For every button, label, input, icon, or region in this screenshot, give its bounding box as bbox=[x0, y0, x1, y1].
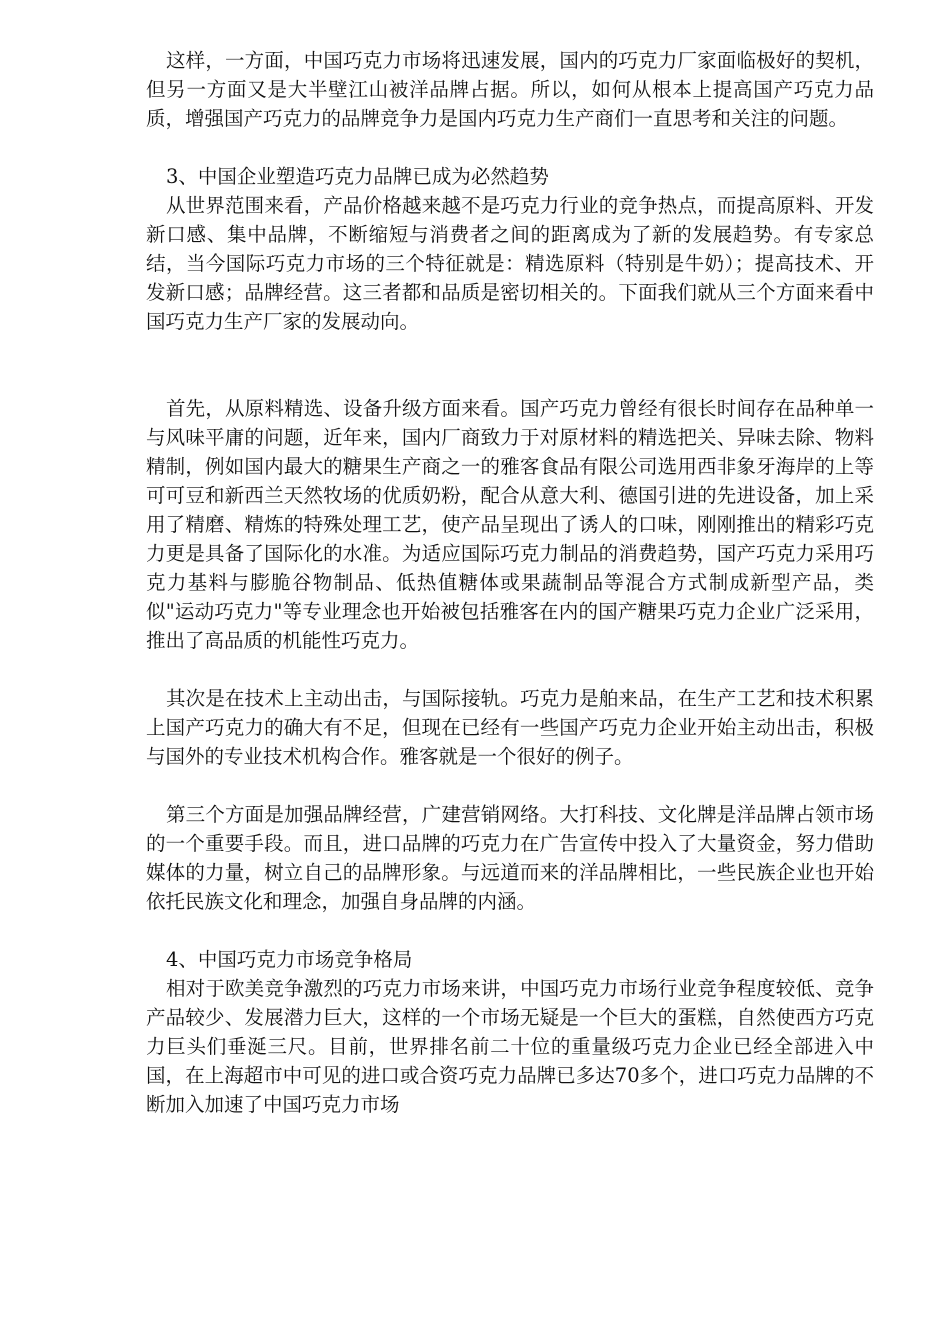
paragraph-raw-materials: 首先，从原料精选、设备升级方面来看。国产巧克力曾经有很长时间存在品种单一与风味平庸的问题，近年来，国内厂商致力于对原材料的精选把关、异味去除、物料精制，例如国内最大的糖果生产商之一的雅客食品有限公司选用西非象牙海岸的上等可可豆和新西兰天然牧场的优质奶粉，配合从意大利、德国引进的先进设备，加上采用了精磨、精炼的特殊处理工艺，使产品呈现出了诱人的口味，刚刚推出的精彩巧克力更是具备了国际化的水准。为适应国际巧克力制品的消费趋势，国产巧克力采用巧克力基料与膨脆谷物制品、低热值糖体或果蔬制品等混合方式制成新型产品，类似"运动巧克力"等专业理念也开始被包括雅客在内的国产糖果巧克力企业广泛采用，推出了高品质的机能性巧克力。 bbox=[146, 397, 874, 652]
paragraph-market-opportunity: 这样，一方面，中国巧克力市场将迅速发展，国内的巧克力厂家面临极好的契机，但另一方面又是大半壁江山被洋品牌占据。所以，如何从根本上提高国产巧克力品质，增强国产巧克力的品牌竞争力是国内巧克力生产商们一直思考和关注的问题。 bbox=[146, 49, 874, 130]
paragraph-spacer bbox=[146, 771, 874, 800]
document-page bbox=[146, 46, 874, 1119]
paragraph-technology: 其次是在技术上主动出击，与国际接轨。巧克力是舶来品，在生产工艺和技术积累上国产巧克力的确大有不足，但现在已经有一些国产巧克力企业开始主动出击，积极与国外的专业技术机构合作。雅客就是一个很好的例子。 bbox=[146, 687, 874, 768]
paragraph-competition: 相对于欧美竞争激烈的巧克力市场来讲，中国巧克力市场行业竞争程度较低、竞争产品较少、发展潜力巨大，这样的一个市场无疑是一个巨大的蛋糕，自然使西方巧克力巨头们垂涎三尺。目前，世界排名前二十位的重量级巧克力企业已经全部进入中国，在上海超市中可见的进口或合资巧克力品牌已多达70多个，进口巧克力品牌的不断加入加速了中国巧克力市场 bbox=[146, 977, 874, 1116]
section-heading-4: 4、中国巧克力市场竞争格局 bbox=[166, 948, 413, 971]
paragraph-spacer bbox=[146, 133, 874, 162]
paragraph-spacer bbox=[146, 916, 874, 945]
section-heading-3: 3、中国企业塑造巧克力品牌已成为必然趋势 bbox=[166, 165, 549, 188]
paragraph-global-trends: 从世界范围来看，产品价格越来越不是巧克力行业的竞争热点，而提高原料、开发新口感、集中品牌，不断缩短与消费者之间的距离成为了新的发展趋势。有专家总结，当今国际巧克力市场的三个特征就是：精选原料（特别是牛奶）；提高技术、开发新口感；品牌经营。这三者都和品质是密切相关的。下面我们就从三个方面来看中国巧克力生产厂家的发展动向。 bbox=[146, 194, 874, 333]
paragraph-spacer bbox=[146, 336, 874, 394]
paragraph-spacer bbox=[146, 655, 874, 684]
paragraph-brand-management: 第三个方面是加强品牌经营，广建营销网络。大打科技、文化牌是洋品牌占领市场的一个重要手段。而且，进口品牌的巧克力在广告宣传中投入了大量资金，努力借助媒体的力量，树立自己的品牌形象。与远道而来的洋品牌相比，一些民族企业也开始依托民族文化和理念，加强自身品牌的内涵。 bbox=[146, 803, 874, 913]
